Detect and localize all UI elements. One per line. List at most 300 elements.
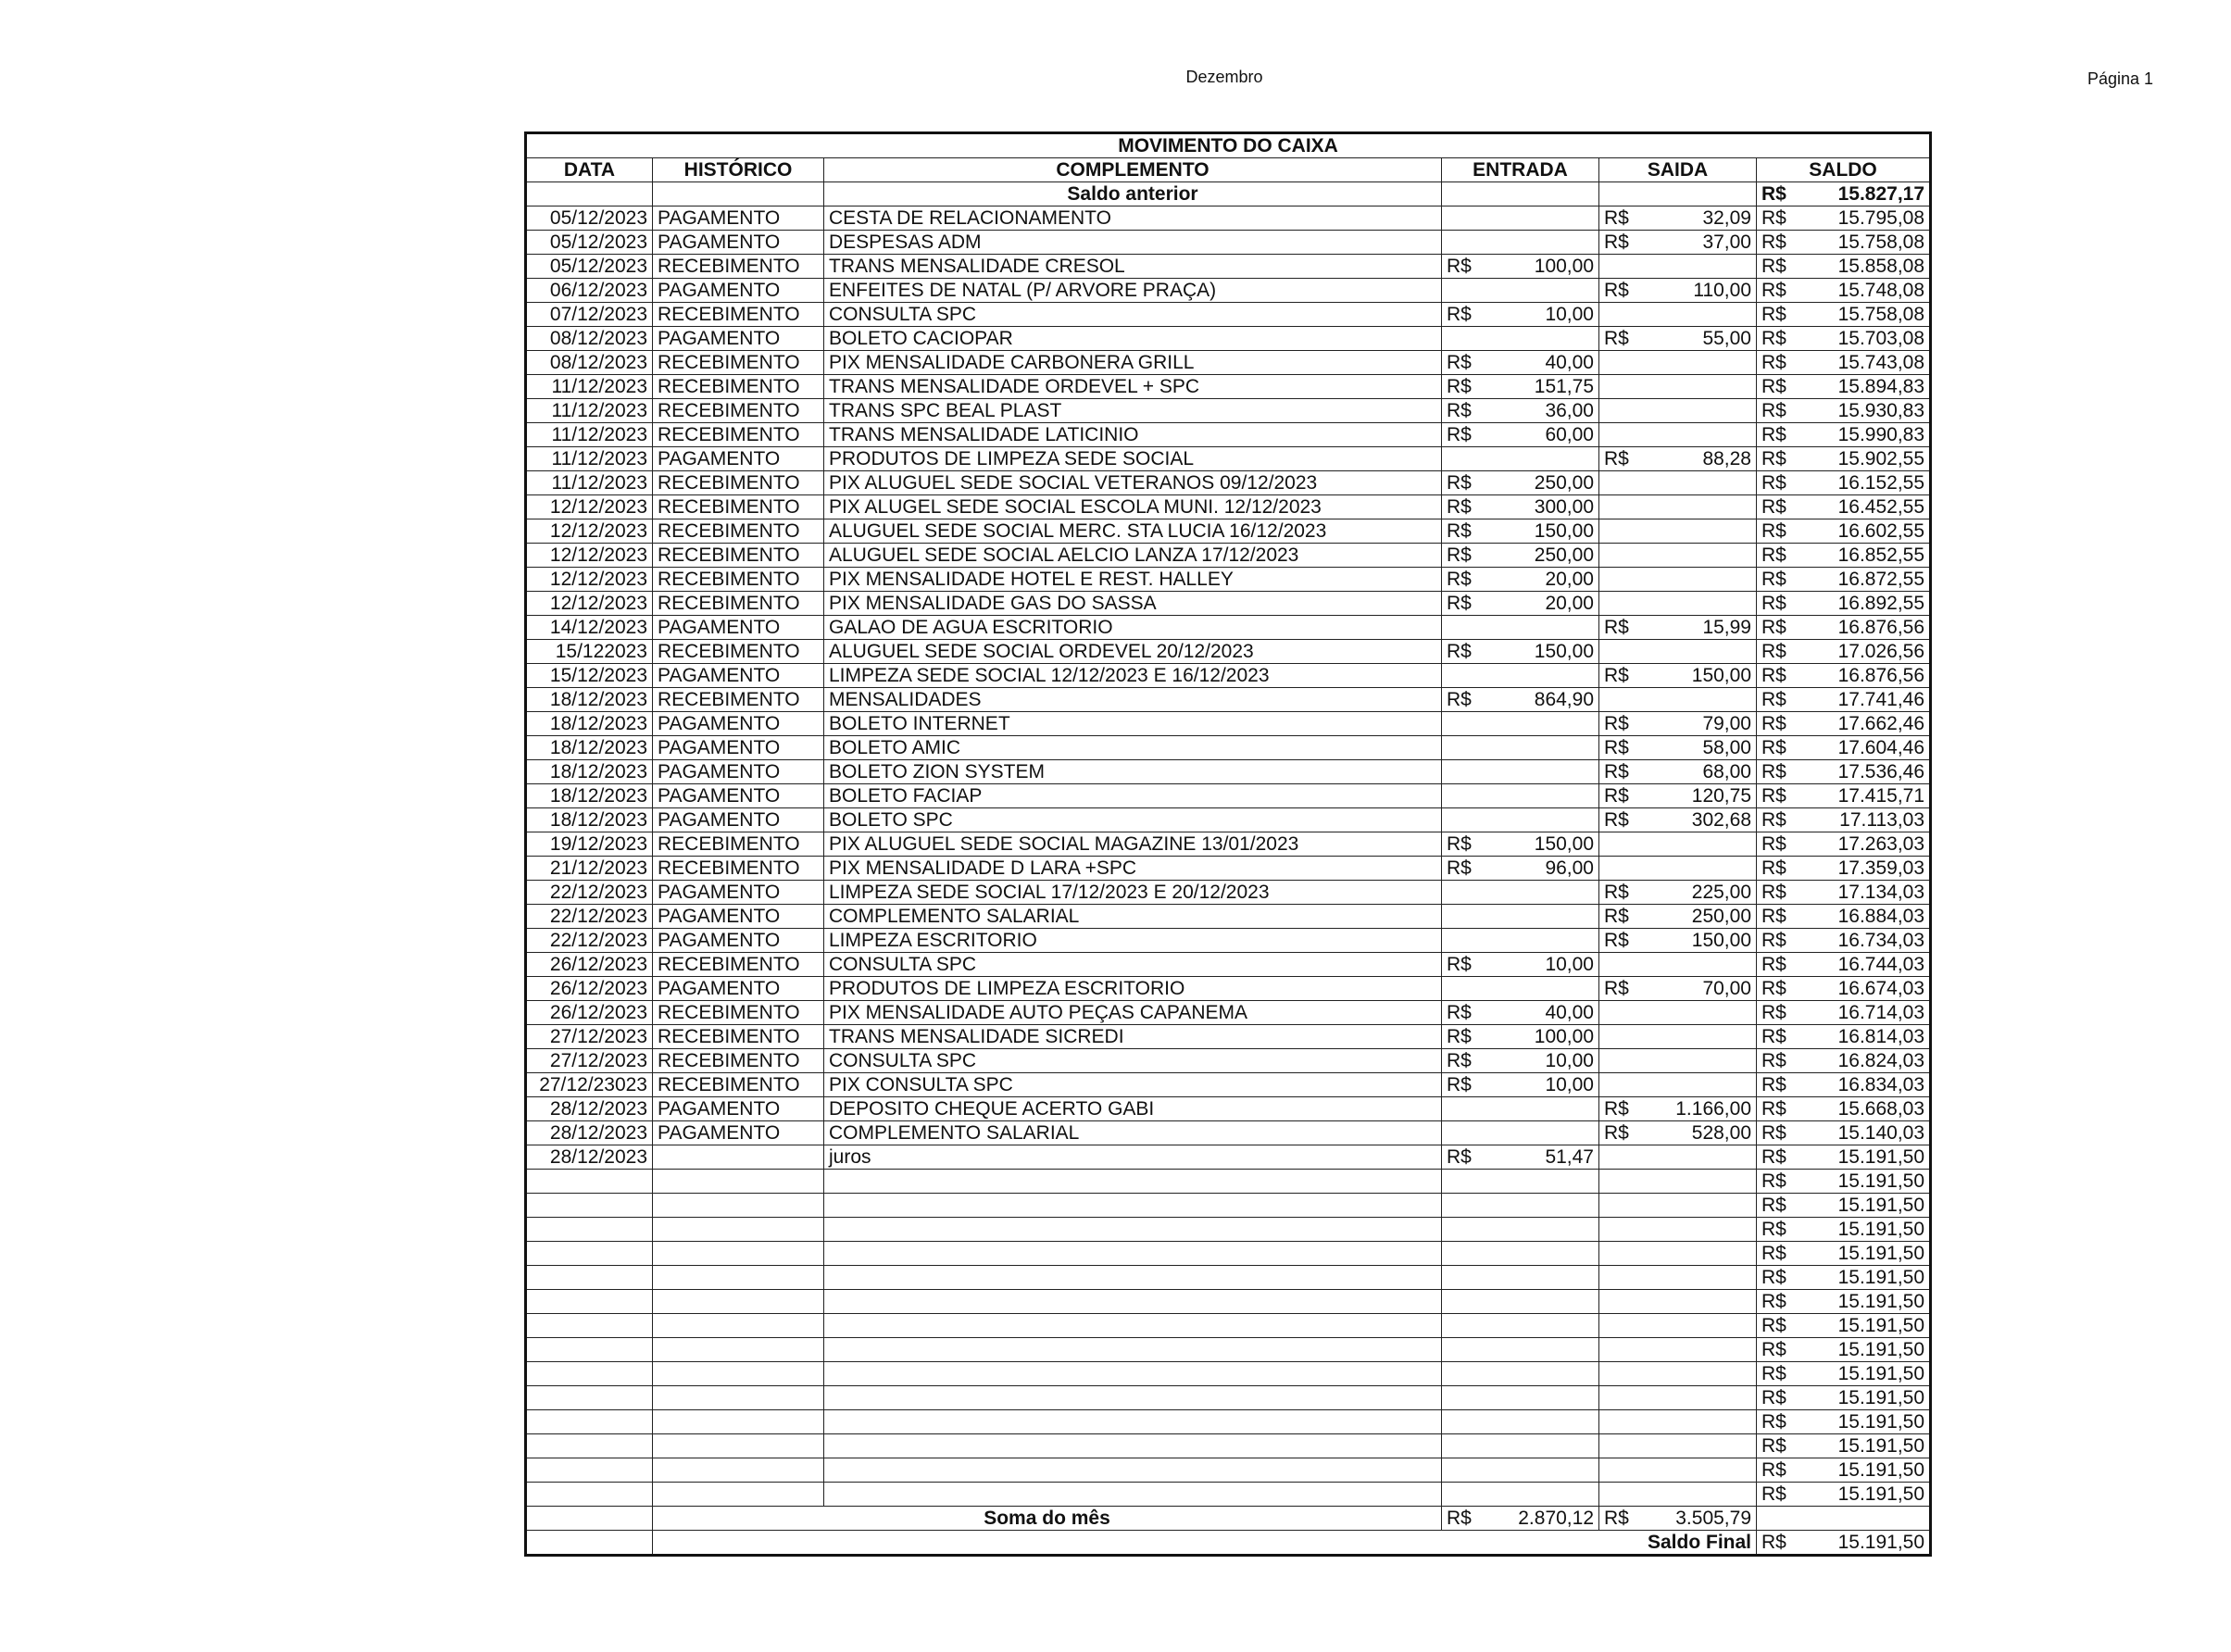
amount: 16.884,03 — [1837, 906, 1925, 927]
saida-cell — [1599, 953, 1757, 977]
complemento-cell: LIMPEZA ESCRITORIO — [824, 929, 1442, 953]
amount: 17.741,46 — [1837, 689, 1925, 710]
complemento-cell: PIX MENSALIDADE GAS DO SASSA — [824, 592, 1442, 616]
entrada-cell — [1442, 447, 1599, 471]
currency-symbol: R$ — [1761, 857, 1786, 879]
historico-cell — [653, 1483, 824, 1507]
date-cell: 12/12/2023 — [526, 592, 653, 616]
saldo-cell — [1757, 447, 1931, 471]
table-row — [526, 1410, 1931, 1434]
complemento-cell: TRANS MENSALIDADE ORDEVEL + SPC — [824, 375, 1442, 399]
saldo-cell — [1757, 977, 1931, 1001]
saida-cell — [1599, 977, 1757, 1001]
date-cell: 12/12/2023 — [526, 568, 653, 592]
entrada-cell — [1442, 544, 1599, 568]
date-cell: 22/12/2023 — [526, 929, 653, 953]
currency-symbol: R$ — [1761, 569, 1786, 590]
currency-symbol: R$ — [1447, 424, 1472, 445]
saida-cell — [1599, 471, 1757, 495]
currency-symbol: R$ — [1761, 593, 1786, 614]
amount: 528,00 — [1691, 1122, 1751, 1144]
entrada-cell — [1442, 303, 1599, 327]
date-cell — [526, 1434, 653, 1458]
saida-cell — [1599, 905, 1757, 929]
currency-symbol: R$ — [1761, 882, 1786, 903]
previous-balance-label: Saldo anterior — [824, 182, 1442, 206]
saida-cell — [1599, 423, 1757, 447]
date-cell: 22/12/2023 — [526, 905, 653, 929]
col-header-saida: SAIDA — [1599, 158, 1757, 182]
table-row — [526, 616, 1931, 640]
currency-symbol: R$ — [1604, 809, 1629, 831]
date-cell: 27/12/23023 — [526, 1073, 653, 1097]
month-total-entrada — [1442, 1507, 1599, 1531]
saldo-cell — [1757, 664, 1931, 688]
currency-symbol: R$ — [1447, 1074, 1472, 1095]
amount: 16.152,55 — [1837, 472, 1925, 494]
entrada-cell — [1442, 1314, 1599, 1338]
entrada-cell — [1442, 832, 1599, 857]
currency-symbol: R$ — [1761, 424, 1786, 445]
entrada-cell — [1442, 1290, 1599, 1314]
entrada-cell — [1442, 977, 1599, 1001]
saldo-cell — [1757, 255, 1931, 279]
amount: 15.191,50 — [1837, 1411, 1925, 1433]
table-row — [526, 977, 1931, 1001]
complemento-cell: BOLETO FACIAP — [824, 784, 1442, 808]
complemento-cell — [824, 1170, 1442, 1194]
historico-cell — [653, 1266, 824, 1290]
date-cell — [526, 1362, 653, 1386]
date-cell — [526, 1170, 653, 1194]
entrada-cell — [1442, 1266, 1599, 1290]
historico-cell: RECEBIMENTO — [653, 857, 824, 881]
saida-cell — [1599, 1338, 1757, 1362]
amount: 225,00 — [1691, 882, 1751, 903]
currency-symbol: R$ — [1761, 833, 1786, 855]
saida-cell — [1599, 327, 1757, 351]
table-row — [526, 1266, 1931, 1290]
saldo-cell — [1757, 423, 1931, 447]
amount: 15.191,50 — [1837, 1435, 1925, 1457]
table-row — [526, 1097, 1931, 1121]
historico-cell: RECEBIMENTO — [653, 1025, 824, 1049]
saida-cell — [1599, 640, 1757, 664]
amount: 16.876,56 — [1837, 665, 1925, 686]
currency-symbol: R$ — [1761, 472, 1786, 494]
currency-symbol: R$ — [1447, 833, 1472, 855]
complemento-cell: GALAO DE AGUA ESCRITORIO — [824, 616, 1442, 640]
final-balance-row — [526, 1531, 1931, 1556]
saida-cell — [1599, 736, 1757, 760]
entrada-cell — [1442, 1170, 1599, 1194]
amount: 15.758,08 — [1837, 232, 1925, 253]
historico-cell: RECEBIMENTO — [653, 351, 824, 375]
complemento-cell: MENSALIDADES — [824, 688, 1442, 712]
page-number: Página 1 — [2087, 69, 2154, 88]
amount: 16.744,03 — [1837, 954, 1925, 975]
saldo-cell — [1757, 1170, 1931, 1194]
currency-symbol: R$ — [1604, 761, 1629, 782]
currency-symbol: R$ — [1761, 256, 1786, 277]
amount: 16.824,03 — [1837, 1050, 1925, 1071]
saida-cell — [1599, 1025, 1757, 1049]
date-cell: 18/12/2023 — [526, 808, 653, 832]
currency-symbol: R$ — [1447, 544, 1472, 566]
saldo-cell — [1757, 471, 1931, 495]
amount: 17.536,46 — [1837, 761, 1925, 782]
saldo-cell — [1757, 303, 1931, 327]
currency-symbol: R$ — [1761, 280, 1786, 301]
cell — [526, 1531, 653, 1556]
complemento-cell: CONSULTA SPC — [824, 303, 1442, 327]
historico-cell: RECEBIMENTO — [653, 399, 824, 423]
historico-cell: RECEBIMENTO — [653, 688, 824, 712]
saldo-cell — [1757, 736, 1931, 760]
saida-cell — [1599, 881, 1757, 905]
historico-cell: RECEBIMENTO — [653, 592, 824, 616]
currency-symbol: R$ — [1761, 496, 1786, 518]
date-cell — [526, 1290, 653, 1314]
entrada-cell — [1442, 760, 1599, 784]
amount: 36,00 — [1545, 400, 1594, 421]
complemento-cell: BOLETO INTERNET — [824, 712, 1442, 736]
historico-cell — [653, 1194, 824, 1218]
saldo-cell — [1757, 1434, 1931, 1458]
amount: 15.743,08 — [1837, 352, 1925, 373]
date-cell: 19/12/2023 — [526, 832, 653, 857]
date-cell — [526, 1483, 653, 1507]
table-row — [526, 279, 1931, 303]
cell — [1757, 1507, 1931, 1531]
entrada-cell — [1442, 279, 1599, 303]
amount: 40,00 — [1545, 352, 1594, 373]
saida-cell — [1599, 857, 1757, 881]
saldo-cell — [1757, 616, 1931, 640]
date-cell: 15/12/2023 — [526, 664, 653, 688]
amount: 15.827,17 — [1837, 183, 1925, 205]
previous-balance-row — [526, 182, 1931, 206]
currency-symbol: R$ — [1447, 304, 1472, 325]
saldo-cell — [1757, 544, 1931, 568]
historico-cell — [653, 1362, 824, 1386]
table-row — [526, 1025, 1931, 1049]
table-row — [526, 399, 1931, 423]
complemento-cell: TRANS SPC BEAL PLAST — [824, 399, 1442, 423]
complemento-cell: LIMPEZA SEDE SOCIAL 17/12/2023 E 20/12/2023 — [824, 881, 1442, 905]
amount: 100,00 — [1534, 1026, 1594, 1047]
currency-symbol: R$ — [1604, 785, 1629, 807]
entrada-cell — [1442, 1218, 1599, 1242]
date-cell: 06/12/2023 — [526, 279, 653, 303]
amount: 88,28 — [1702, 448, 1751, 469]
entrada-cell — [1442, 881, 1599, 905]
historico-cell: PAGAMENTO — [653, 784, 824, 808]
saldo-cell — [1757, 592, 1931, 616]
complemento-cell — [824, 1458, 1442, 1483]
currency-symbol: R$ — [1761, 1483, 1786, 1505]
entrada-cell — [1442, 616, 1599, 640]
amount: 16.892,55 — [1837, 593, 1925, 614]
amount: 2.870,12 — [1518, 1508, 1594, 1529]
table-row — [526, 231, 1931, 255]
amount: 16.834,03 — [1837, 1074, 1925, 1095]
amount: 150,00 — [1534, 520, 1594, 542]
currency-symbol: R$ — [1447, 689, 1472, 710]
amount: 15.191,50 — [1837, 1532, 1925, 1553]
table-row — [526, 784, 1931, 808]
currency-symbol: R$ — [1761, 665, 1786, 686]
date-cell: 18/12/2023 — [526, 760, 653, 784]
historico-cell: PAGAMENTO — [653, 616, 824, 640]
saldo-cell — [1757, 568, 1931, 592]
table-title: MOVIMENTO DO CAIXA — [526, 133, 1931, 158]
currency-symbol: R$ — [1761, 906, 1786, 927]
saida-cell — [1599, 616, 1757, 640]
saida-cell — [1599, 255, 1757, 279]
historico-cell: PAGAMENTO — [653, 327, 824, 351]
amount: 16.602,55 — [1837, 520, 1925, 542]
saida-cell — [1599, 303, 1757, 327]
currency-symbol: R$ — [1761, 207, 1786, 229]
table-row — [526, 351, 1931, 375]
date-cell: 11/12/2023 — [526, 399, 653, 423]
entrada-cell — [1442, 1458, 1599, 1483]
entrada-cell — [1442, 664, 1599, 688]
currency-symbol: R$ — [1604, 737, 1629, 758]
table-row — [526, 688, 1931, 712]
saldo-cell — [1757, 206, 1931, 231]
complemento-cell: PIX ALUGEL SEDE SOCIAL ESCOLA MUNI. 12/12/2023 — [824, 495, 1442, 519]
saldo-cell — [1757, 495, 1931, 519]
date-cell: 28/12/2023 — [526, 1121, 653, 1145]
historico-cell: PAGAMENTO — [653, 712, 824, 736]
table-row — [526, 327, 1931, 351]
saida-cell — [1599, 1410, 1757, 1434]
table-row — [526, 1362, 1931, 1386]
complemento-cell: PIX MENSALIDADE D LARA +SPC — [824, 857, 1442, 881]
amount: 15.191,50 — [1837, 1146, 1925, 1168]
date-cell — [526, 1338, 653, 1362]
currency-symbol: R$ — [1761, 544, 1786, 566]
entrada-cell — [1442, 1001, 1599, 1025]
currency-symbol: R$ — [1604, 1508, 1629, 1529]
table-row — [526, 1483, 1931, 1507]
historico-cell — [653, 1386, 824, 1410]
saldo-cell — [1757, 1314, 1931, 1338]
entrada-cell — [1442, 1338, 1599, 1362]
saldo-cell — [1757, 881, 1931, 905]
date-cell: 12/12/2023 — [526, 495, 653, 519]
saldo-cell — [1757, 1338, 1931, 1362]
date-cell: 08/12/2023 — [526, 327, 653, 351]
currency-symbol: R$ — [1447, 569, 1472, 590]
currency-symbol: R$ — [1761, 641, 1786, 662]
currency-symbol: R$ — [1761, 376, 1786, 397]
date-cell: 26/12/2023 — [526, 977, 653, 1001]
date-cell: 07/12/2023 — [526, 303, 653, 327]
historico-cell: RECEBIMENTO — [653, 1073, 824, 1097]
historico-cell: RECEBIMENTO — [653, 640, 824, 664]
historico-cell — [653, 1434, 824, 1458]
currency-symbol: R$ — [1604, 617, 1629, 638]
date-cell: 15/122023 — [526, 640, 653, 664]
table-row — [526, 664, 1931, 688]
amount: 37,00 — [1702, 232, 1751, 253]
saida-cell — [1599, 1386, 1757, 1410]
table-row — [526, 808, 1931, 832]
saldo-cell — [1757, 953, 1931, 977]
amount: 15.894,83 — [1837, 376, 1925, 397]
complemento-cell — [824, 1362, 1442, 1386]
currency-symbol: R$ — [1604, 207, 1629, 229]
amount: 70,00 — [1702, 978, 1751, 999]
currency-symbol: R$ — [1447, 1026, 1472, 1047]
amount: 32,09 — [1702, 207, 1751, 229]
amount: 15.191,50 — [1837, 1195, 1925, 1216]
table-row — [526, 1073, 1931, 1097]
currency-symbol: R$ — [1761, 1315, 1786, 1336]
amount: 10,00 — [1545, 1050, 1594, 1071]
amount: 15.140,03 — [1837, 1122, 1925, 1144]
complemento-cell: ALUGUEL SEDE SOCIAL MERC. STA LUCIA 16/12/2023 — [824, 519, 1442, 544]
currency-symbol: R$ — [1761, 1002, 1786, 1023]
historico-cell — [653, 1410, 824, 1434]
entrada-cell — [1442, 953, 1599, 977]
entrada-cell — [1442, 351, 1599, 375]
saida-cell — [1599, 1314, 1757, 1338]
table-row — [526, 1145, 1931, 1170]
amount: 302,68 — [1691, 809, 1751, 831]
historico-cell: PAGAMENTO — [653, 664, 824, 688]
amount: 15.191,50 — [1837, 1339, 1925, 1360]
date-cell — [526, 1266, 653, 1290]
amount: 15.191,50 — [1837, 1459, 1925, 1481]
historico-cell: RECEBIMENTO — [653, 1001, 824, 1025]
col-header-historico: HISTÓRICO — [653, 158, 824, 182]
complemento-cell: DESPESAS ADM — [824, 231, 1442, 255]
currency-symbol: R$ — [1604, 930, 1629, 951]
complemento-cell — [824, 1434, 1442, 1458]
amount: 15,99 — [1702, 617, 1751, 638]
saida-cell — [1599, 1434, 1757, 1458]
amount: 20,00 — [1545, 569, 1594, 590]
final-balance-value — [1757, 1531, 1931, 1556]
amount: 150,00 — [1534, 833, 1594, 855]
entrada-cell — [1442, 471, 1599, 495]
table-row — [526, 1314, 1931, 1338]
amount: 15.758,08 — [1837, 304, 1925, 325]
amount: 250,00 — [1691, 906, 1751, 927]
entrada-cell — [1442, 784, 1599, 808]
table-row — [526, 1434, 1931, 1458]
complemento-cell: ALUGUEL SEDE SOCIAL ORDEVEL 20/12/2023 — [824, 640, 1442, 664]
entrada-cell — [1442, 231, 1599, 255]
saldo-cell — [1757, 1266, 1931, 1290]
entrada-cell — [1442, 1242, 1599, 1266]
saldo-cell — [1757, 929, 1931, 953]
complemento-cell: ALUGUEL SEDE SOCIAL AELCIO LANZA 17/12/2023 — [824, 544, 1442, 568]
saldo-cell — [1757, 1218, 1931, 1242]
currency-symbol: R$ — [1761, 1219, 1786, 1240]
historico-cell: RECEBIMENTO — [653, 495, 824, 519]
saldo-cell — [1757, 1386, 1931, 1410]
currency-symbol: R$ — [1761, 689, 1786, 710]
saida-cell — [1599, 399, 1757, 423]
amount: 15.668,03 — [1837, 1098, 1925, 1120]
historico-cell: PAGAMENTO — [653, 1097, 824, 1121]
saldo-cell — [1757, 1001, 1931, 1025]
currency-symbol: R$ — [1761, 400, 1786, 421]
entrada-cell — [1442, 736, 1599, 760]
historico-cell: PAGAMENTO — [653, 808, 824, 832]
date-cell — [526, 1458, 653, 1483]
entrada-cell — [1442, 929, 1599, 953]
currency-symbol: R$ — [1761, 1170, 1786, 1192]
historico-cell: PAGAMENTO — [653, 929, 824, 953]
complemento-cell: ENFEITES DE NATAL (P/ ARVORE PRAÇA) — [824, 279, 1442, 303]
table-row — [526, 1170, 1931, 1194]
table-row — [526, 1218, 1931, 1242]
entrada-cell — [1442, 1410, 1599, 1434]
entrada-cell — [1442, 1073, 1599, 1097]
currency-symbol: R$ — [1604, 882, 1629, 903]
saida-cell — [1599, 447, 1757, 471]
date-cell: 11/12/2023 — [526, 471, 653, 495]
previous-balance-value — [1757, 182, 1931, 206]
column-header-row — [526, 158, 1931, 182]
entrada-cell — [1442, 592, 1599, 616]
saldo-cell — [1757, 231, 1931, 255]
historico-cell: PAGAMENTO — [653, 905, 824, 929]
saldo-cell — [1757, 1242, 1931, 1266]
saida-cell — [1599, 1001, 1757, 1025]
historico-cell: PAGAMENTO — [653, 760, 824, 784]
currency-symbol: R$ — [1604, 280, 1629, 301]
table-row — [526, 568, 1931, 592]
currency-symbol: R$ — [1761, 520, 1786, 542]
saida-cell — [1599, 1097, 1757, 1121]
currency-symbol: R$ — [1761, 930, 1786, 951]
amount: 10,00 — [1545, 1074, 1594, 1095]
historico-cell: RECEBIMENTO — [653, 953, 824, 977]
cell — [1599, 182, 1757, 206]
currency-symbol: R$ — [1447, 256, 1472, 277]
complemento-cell: PIX ALUGUEL SEDE SOCIAL VETERANOS 09/12/2023 — [824, 471, 1442, 495]
currency-symbol: R$ — [1447, 400, 1472, 421]
currency-symbol: R$ — [1761, 1387, 1786, 1408]
historico-cell: RECEBIMENTO — [653, 544, 824, 568]
complemento-cell: PIX MENSALIDADE CARBONERA GRILL — [824, 351, 1442, 375]
amount: 15.795,08 — [1837, 207, 1925, 229]
table-row — [526, 375, 1931, 399]
entrada-cell — [1442, 1025, 1599, 1049]
saldo-cell — [1757, 375, 1931, 399]
complemento-cell — [824, 1483, 1442, 1507]
complemento-cell — [824, 1218, 1442, 1242]
currency-symbol: R$ — [1761, 617, 1786, 638]
saldo-cell — [1757, 1097, 1931, 1121]
complemento-cell: COMPLEMENTO SALARIAL — [824, 1121, 1442, 1145]
saida-cell — [1599, 1121, 1757, 1145]
historico-cell — [653, 1242, 824, 1266]
saldo-cell — [1757, 1025, 1931, 1049]
amount: 15.191,50 — [1837, 1219, 1925, 1240]
date-cell: 27/12/2023 — [526, 1049, 653, 1073]
amount: 17.113,03 — [1839, 809, 1925, 831]
amount: 15.858,08 — [1837, 256, 1925, 277]
complemento-cell: PIX CONSULTA SPC — [824, 1073, 1442, 1097]
